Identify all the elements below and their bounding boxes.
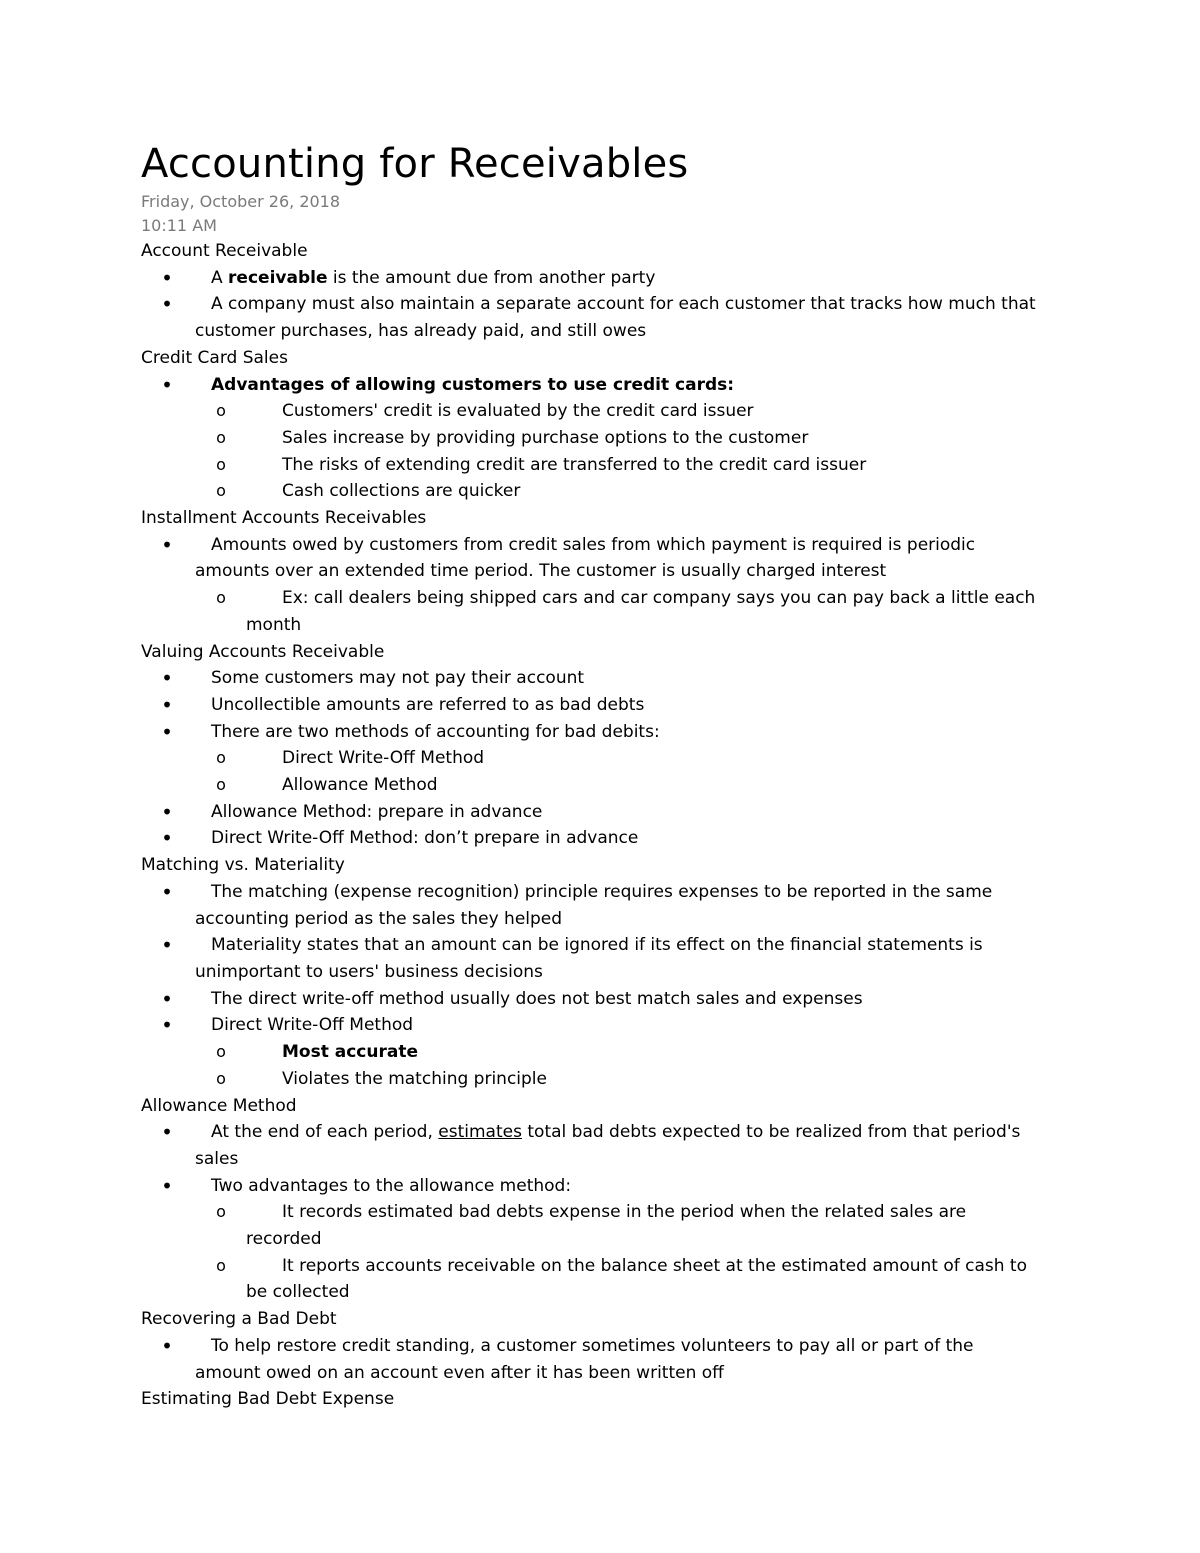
section-heading-matching: Matching vs. Materiality — [141, 855, 345, 876]
section-heading-installment: Installment Accounts Receivables — [141, 508, 427, 529]
list-item: • Two advantages to the allowance method: — [141, 1173, 1061, 1200]
note-time: 10:11 AM — [141, 216, 217, 235]
sub-list-item-continuation: be collected — [246, 1282, 350, 1303]
bullet-icon: • — [161, 1333, 173, 1358]
list-item: • A company must also maintain a separate account for each customer that tracks how much that — [141, 291, 1061, 318]
bullet-icon: • — [161, 1013, 173, 1038]
circle-bullet-icon: o — [216, 588, 226, 608]
sub-list-item: o The risks of extending credit are transferred to the credit card issuer — [141, 452, 1061, 479]
bullet-icon: • — [161, 719, 173, 744]
section-heading-recovering: Recovering a Bad Debt — [141, 1309, 337, 1330]
sub-list-item: o Cash collections are quicker — [141, 478, 1061, 505]
list-item-continuation: sales — [195, 1148, 239, 1169]
circle-bullet-icon: o — [216, 427, 226, 447]
circle-bullet-icon: o — [216, 481, 226, 501]
circle-bullet-icon: o — [216, 454, 226, 474]
page-title: Accounting for Receivables — [141, 141, 689, 187]
note-date: Friday, October 26, 2018 — [141, 192, 341, 211]
underlined-term: estimates — [438, 1122, 522, 1143]
list-item: • Amounts owed by customers from credit sales from which payment is required is periodic — [141, 532, 1061, 559]
section-heading-estimating: Estimating Bad Debt Expense — [141, 1389, 395, 1410]
bullet-icon: • — [161, 933, 173, 958]
list-item-continuation: amount owed on an account even after it has been written off — [195, 1362, 724, 1383]
list-item-continuation: amounts over an extended time period. The customer is usually charged interest — [195, 561, 887, 582]
sub-list-item: o It records estimated bad debts expense in the period when the related sales are — [141, 1199, 1061, 1226]
list-item: • To help restore credit standing, a customer sometimes volunteers to pay all or part of the — [141, 1333, 1061, 1360]
bullet-icon: • — [161, 799, 173, 824]
bullet-icon: • — [161, 666, 173, 691]
circle-bullet-icon: o — [216, 1255, 226, 1275]
circle-bullet-icon: o — [216, 401, 226, 421]
list-item: • Direct Write-Off Method — [141, 1012, 1061, 1039]
sub-list-item: o It reports accounts receivable on the balance sheet at the estimated amount of cash to — [141, 1253, 1061, 1280]
list-item: • At the end of each period, estimates total bad debts expected to be realized from that period's — [141, 1119, 1061, 1146]
list-item: • The direct write-off method usually does not best match sales and expenses — [141, 986, 1061, 1013]
bullet-icon: • — [161, 826, 173, 851]
section-heading-credit-card-sales: Credit Card Sales — [141, 347, 288, 368]
list-item-continuation: customer purchases, has already paid, and still owes — [195, 321, 647, 342]
section-heading-valuing: Valuing Accounts Receivable — [141, 641, 385, 662]
bullet-icon: • — [161, 1173, 173, 1198]
bullet-icon: • — [161, 879, 173, 904]
section-heading-allowance: Allowance Method — [141, 1095, 297, 1116]
bold-term: receivable — [228, 267, 328, 288]
sub-list-item-continuation: recorded — [246, 1229, 322, 1250]
sub-list-item: o Most accurate — [141, 1039, 1061, 1066]
bullet-icon: • — [161, 265, 173, 290]
bullet-icon: • — [161, 986, 173, 1011]
note-page — [141, 138, 1061, 1413]
circle-bullet-icon: o — [216, 775, 226, 795]
sub-list-item: o Allowance Method — [141, 772, 1061, 799]
list-item: • Direct Write-Off Method: don’t prepare in advance — [141, 825, 1061, 852]
circle-bullet-icon: o — [216, 748, 226, 768]
list-item: • Allowance Method: prepare in advance — [141, 799, 1061, 826]
circle-bullet-icon: o — [216, 1202, 226, 1222]
sub-list-item: o Ex: call dealers being shipped cars and car company says you can pay back a little each — [141, 585, 1061, 612]
sub-list-item-continuation: month — [246, 614, 302, 635]
list-item-continuation: unimportant to users' business decisions — [195, 961, 543, 982]
bullet-icon: • — [161, 1120, 173, 1145]
list-item: • There are two methods of accounting for bad debits: — [141, 719, 1061, 746]
circle-bullet-icon: o — [216, 1068, 226, 1088]
bullet-icon: • — [161, 532, 173, 557]
bullet-icon: • — [161, 372, 173, 397]
list-item: • The matching (expense recognition) principle requires expenses to be reported in the same — [141, 879, 1061, 906]
bullet-icon: • — [161, 292, 173, 317]
bullet-icon: • — [161, 692, 173, 717]
list-item: • Some customers may not pay their account — [141, 665, 1061, 692]
sub-list-item: o Violates the matching principle — [141, 1066, 1061, 1093]
sub-list-item: o Direct Write-Off Method — [141, 745, 1061, 772]
section-heading-account-receivable: Account Receivable — [141, 241, 308, 261]
sub-list-item: o Sales increase by providing purchase options to the customer — [141, 425, 1061, 452]
list-item-continuation: accounting period as the sales they helped — [195, 908, 563, 929]
list-item: • A receivable is the amount due from another party — [141, 265, 1061, 292]
circle-bullet-icon: o — [216, 1042, 226, 1062]
list-item: • Uncollectible amounts are referred to as bad debts — [141, 692, 1061, 719]
sub-list-item: o Customers' credit is evaluated by the credit card issuer — [141, 398, 1061, 425]
list-item: • Advantages of allowing customers to use credit cards: — [141, 372, 1061, 399]
list-item: • Materiality states that an amount can be ignored if its effect on the financial statements is — [141, 932, 1061, 959]
